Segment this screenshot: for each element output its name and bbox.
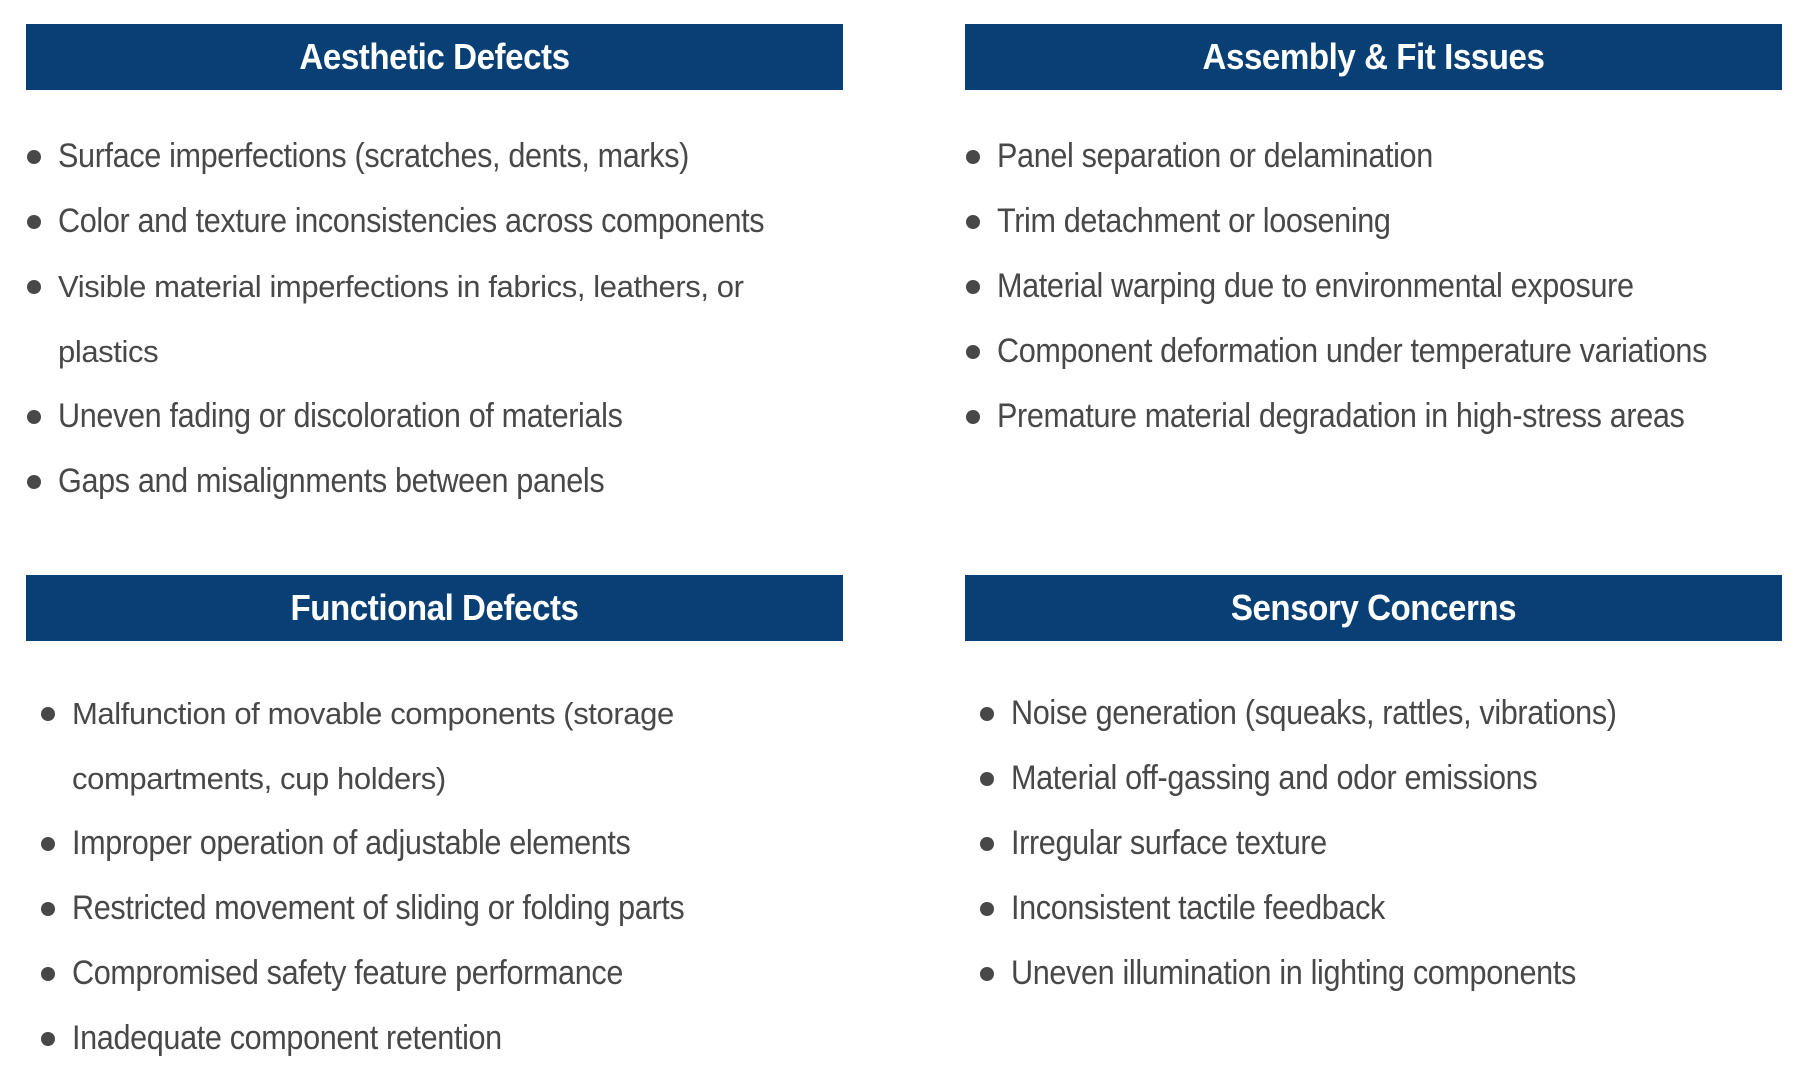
- bullet-icon: [966, 150, 980, 164]
- list-item: [26, 189, 843, 254]
- bullet-icon: [966, 410, 980, 424]
- bullet-icon: [41, 837, 55, 851]
- list-item-text: Improper operation of adjustable elements: [72, 824, 631, 862]
- bullet-icon: [27, 410, 41, 424]
- bullet-icon: [980, 772, 994, 786]
- panel-title: Functional Defects: [290, 587, 579, 628]
- list-item: [40, 941, 843, 1006]
- list-item: [40, 811, 843, 876]
- assembly-fit-issues-header: [965, 24, 1782, 90]
- functional-defects-list: [26, 681, 843, 1071]
- bullet-icon: [41, 967, 55, 981]
- list-item-text: Color and texture inconsistencies across components: [58, 202, 765, 240]
- bullet-icon: [27, 280, 41, 294]
- functional-defects-header: [26, 575, 843, 641]
- list-item-text: Visible material imperfections in fabrics, leathers, or plastics: [58, 269, 744, 369]
- panel-title: Aesthetic Defects: [299, 36, 570, 77]
- list-item-text: Inconsistent tactile feedback: [1011, 889, 1385, 927]
- list-item-text: Compromised safety feature performance: [72, 954, 623, 992]
- list-item-text: Surface imperfections (scratches, dents, marks): [58, 137, 690, 175]
- list-item-text: Malfunction of movable components (storage compartments, cup holders): [72, 696, 674, 796]
- bullet-icon: [966, 280, 980, 294]
- bullet-icon: [980, 707, 994, 721]
- list-item: [40, 876, 843, 941]
- list-item-text: Uneven illumination in lighting components: [1011, 954, 1576, 992]
- list-item: [26, 254, 828, 384]
- bullet-icon: [27, 215, 41, 229]
- assembly-fit-issues-list: [965, 124, 1782, 449]
- list-item: [26, 384, 843, 449]
- list-item-text: Material off-gassing and odor emissions: [1011, 759, 1538, 797]
- panel-title: Sensory Concerns: [1230, 587, 1517, 628]
- list-item: [965, 384, 1782, 449]
- list-item: [26, 124, 843, 189]
- list-item: [40, 1006, 843, 1071]
- sensory-concerns-header: [965, 575, 1782, 641]
- list-item-text: Restricted movement of sliding or folding parts: [72, 889, 685, 927]
- bullet-icon: [966, 215, 980, 229]
- list-item: [979, 941, 1782, 1006]
- bullet-icon: [27, 475, 41, 489]
- bullet-icon: [41, 707, 55, 721]
- bullet-icon: [41, 902, 55, 916]
- bullet-icon: [27, 150, 41, 164]
- list-item: [965, 124, 1782, 189]
- panel-title: Assembly & Fit Issues: [1202, 36, 1545, 77]
- bullet-icon: [980, 967, 994, 981]
- aesthetic-defects-header: [26, 24, 843, 90]
- list-item-text: Uneven fading or discoloration of materials: [58, 397, 623, 435]
- list-item: [979, 746, 1782, 811]
- list-item: [26, 449, 843, 514]
- bullet-icon: [966, 345, 980, 359]
- list-item: [979, 681, 1782, 746]
- sensory-concerns-panel: [965, 575, 1782, 1006]
- functional-defects-panel: [26, 575, 843, 1071]
- bullet-icon: [980, 902, 994, 916]
- list-item-text: Gaps and misalignments between panels: [58, 462, 605, 500]
- assembly-fit-issues-panel: [965, 24, 1782, 449]
- list-item-text: Premature material degradation in high-stress areas: [997, 397, 1685, 435]
- bullet-icon: [980, 837, 994, 851]
- bullet-icon: [41, 1032, 55, 1046]
- sensory-concerns-list: [965, 681, 1782, 1006]
- aesthetic-defects-list: [26, 124, 843, 514]
- list-item: [965, 189, 1782, 254]
- list-item-text: Noise generation (squeaks, rattles, vibrations): [1011, 694, 1617, 732]
- list-item: [965, 319, 1782, 384]
- list-item-text: Panel separation or delamination: [997, 137, 1433, 175]
- list-item-text: Component deformation under temperature variations: [997, 332, 1708, 370]
- list-item-text: Inadequate component retention: [72, 1019, 502, 1057]
- list-item-text: Trim detachment or loosening: [997, 202, 1391, 240]
- list-item: [979, 811, 1782, 876]
- list-item-text: Irregular surface texture: [1011, 824, 1327, 862]
- list-item: [40, 681, 772, 811]
- list-item-text: Material warping due to environmental exposure: [997, 267, 1634, 305]
- aesthetic-defects-panel: [26, 24, 843, 514]
- list-item: [979, 876, 1782, 941]
- list-item: [965, 254, 1782, 319]
